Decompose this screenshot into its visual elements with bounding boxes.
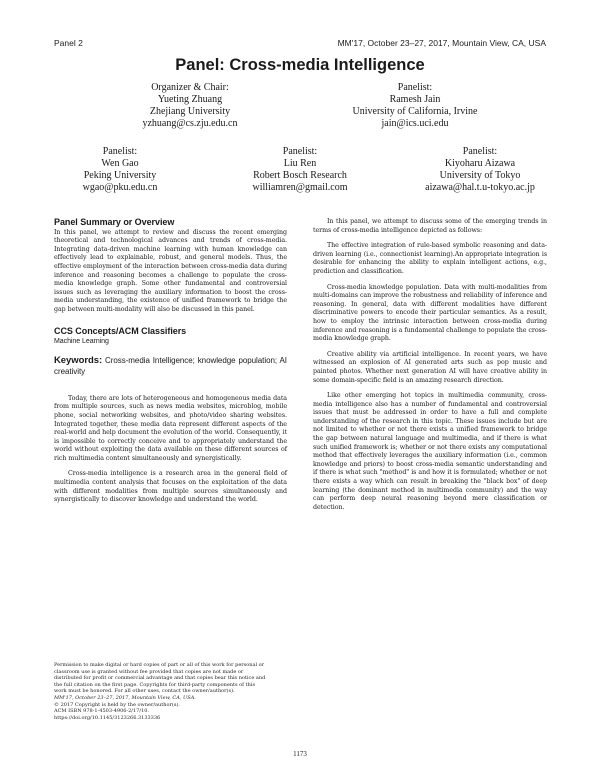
running-header-right: MM'17, October 23–27, 2017, Mountain View, CA, USA [337, 38, 546, 48]
footnote-line: distributed for profit or commercial advantage and that copies bear this notice and [54, 675, 266, 682]
right-column [313, 218, 547, 519]
copyright-footnote [54, 662, 294, 721]
person-role: Panelist: [102, 146, 138, 157]
body-paragraph: Like other emerging hot topics in multimedia community, cross-media intelligence also has a number of fundamental and controversial issues that must be addressed in order to have a full and complete understanding of the research in this topic. These issues include but are not limited to whether or not there exists a unified framework to bridge the gap between natural language and multimedia, and if there is what such unified framework is; whether or not there exists any computational method that effectively leverages the auxiliary information (i.e., common knowledge and priors) to boost cross-media semantic understanding and if there is what such "method" is and how it is formulated; whether or not there exists a way which can result in breaking the "black box" of deep learning (the dominant method in multimedia community) and the way can perform deep neural reasoning beyond mere classification or detection. [313, 392, 547, 511]
panelist-block [55, 146, 185, 194]
ccs-heading: CCS Concepts/ACM Classifiers [54, 325, 187, 336]
page-number: 1173 [293, 750, 307, 758]
body-paragraph: Creative ability via artificial intelligence. In recent years, we have witnessed an explosion of AI generated arts such as pop music and painted photos. Whether next generation AI will have creative ability in some domain-specific field is an amazing research direction. [313, 350, 547, 384]
person-email[interactable]: wgao@pku.edu.cn [82, 182, 158, 193]
footnote-doi[interactable]: https://doi.org/10.1145/3123266.3133336 [54, 714, 161, 721]
person-affiliation: University of California, Irvine [352, 106, 478, 117]
person-name: Wen Gao [101, 158, 139, 169]
footnote-line: MM'17, October 23–27, 2017, Mountain View, CA, USA. [54, 694, 196, 701]
body-paragraph: Cross-media knowledge population. Data with multi-modalities from multi-domains can improve the robustness and reliability of inference and reasoning. In general, data with different modalities have different discriminative powers to encode their particular semantics. As a result, how to employ the intrinsic interaction between cross-media during inference and reasoning is a fundamental challenge to populate the cross-media knowledge graph. [313, 283, 547, 343]
footnote-line: © 2017 Copyright is held by the owner/author(s). [54, 701, 180, 708]
person-email[interactable]: jain@ics.uci.edu [381, 118, 449, 129]
panelist-block [335, 82, 495, 130]
person-affiliation: Robert Bosch Research [253, 170, 347, 181]
person-affiliation: Zhejiang University [149, 106, 231, 117]
person-email[interactable]: yzhuang@cs.zju.edu.cn [142, 118, 238, 129]
left-column [54, 218, 287, 512]
person-affiliation: Peking University [83, 170, 157, 181]
person-email[interactable]: aizawa@hal.t.u-tokyo.ac.jp [425, 182, 535, 193]
person-name: Kiyoharu Aizawa [444, 158, 516, 169]
paper-title: Panel: Cross-media Intelligence [175, 56, 425, 74]
footnote-line: the full citation on the first page. Copyrights for third-party components of this [54, 681, 256, 688]
summary-paragraph: In this panel, we attempt to review and discuss the recent emerging theoretical and technological advances and trends of cross-media. Integrating data-driven machine learning with human knowledge can effectively lead to explainable, robust, and general models. Thus, the effective employment of the interaction between cross-media data during inference and reasoning becomes a challenge to populate the cross-media knowledge graph. Some other fundamental and controversial issues such as leveraging the auxiliary information to boost the cross-media understanding, the existence of unified framework to bridge the gap between multi-modality will also be discussed in this panel. [54, 228, 287, 313]
panelist-block [235, 146, 365, 194]
person-name: Yueting Zhuang [157, 94, 223, 105]
footnote-line: classroom use is granted without fee provided that copies are not made or [54, 668, 244, 675]
keywords-text: Cross-media Intelligence; knowledge population; AI creativity [54, 355, 287, 376]
person-role: Panelist: [462, 146, 498, 157]
body-paragraph: In this panel, we attempt to discuss some of the emerging trends in terms of cross-media intelligence depicted as follows: [313, 218, 547, 234]
organizer-block [120, 82, 260, 130]
running-header-left: Panel 2 [54, 38, 83, 48]
person-name: Ramesh Jain [389, 94, 441, 105]
body-paragraph: The effective integration of rule-based symbolic reasoning and data-driven learning (i.e., connectionist learning).An appropriate integration is desirable for enhancing the ability to explain intelligent actions, e.g., prediction and classification. [313, 242, 547, 275]
person-role: Panelist: [282, 146, 318, 157]
summary-heading: Panel Summary or Overview [54, 217, 175, 227]
keywords-label: Keywords: [54, 354, 103, 366]
ccs-text: Machine Learning [54, 338, 109, 346]
person-email[interactable]: williamren@gmail.com [252, 182, 348, 193]
person-affiliation: University of Tokyo [439, 170, 521, 181]
person-name: Liu Ren [283, 158, 317, 169]
body-paragraph: Today, there are lots of heterogeneous and homogeneous media data from multiple sources, such as news media websites, microblog, mobile phone, social networking websites, and photo/video sharing websites. Integrated together, these media data represent different aspects of the real-world and help document the evolution of the world. Consequently, it is impossible to correctly conceive and to appropriately understand the world without exploiting the data available on these different sources of rich multimedia content simultaneously and synergistically. [54, 394, 287, 462]
footnote-line: Permission to make digital or hard copies of part or all of this work for personal or [54, 662, 265, 668]
panelist-block [405, 146, 555, 194]
footnote-line: ACM ISBN 978-1-4503-4906-2/17/10. [54, 708, 149, 715]
body-paragraph: Cross-media intelligence is a research area in the general field of multimedia content analysis that focuses on the exploitation of the data with different modalities from multiple sources simultaneously and synergistically to discover knowledge and understand the world. [54, 470, 287, 504]
person-role: Organizer & Chair: [151, 82, 229, 93]
footnote-line: work must be honored. For all other uses, contact the owner/author(s). [54, 688, 235, 695]
keywords-block [54, 355, 287, 377]
person-role: Panelist: [397, 82, 433, 93]
